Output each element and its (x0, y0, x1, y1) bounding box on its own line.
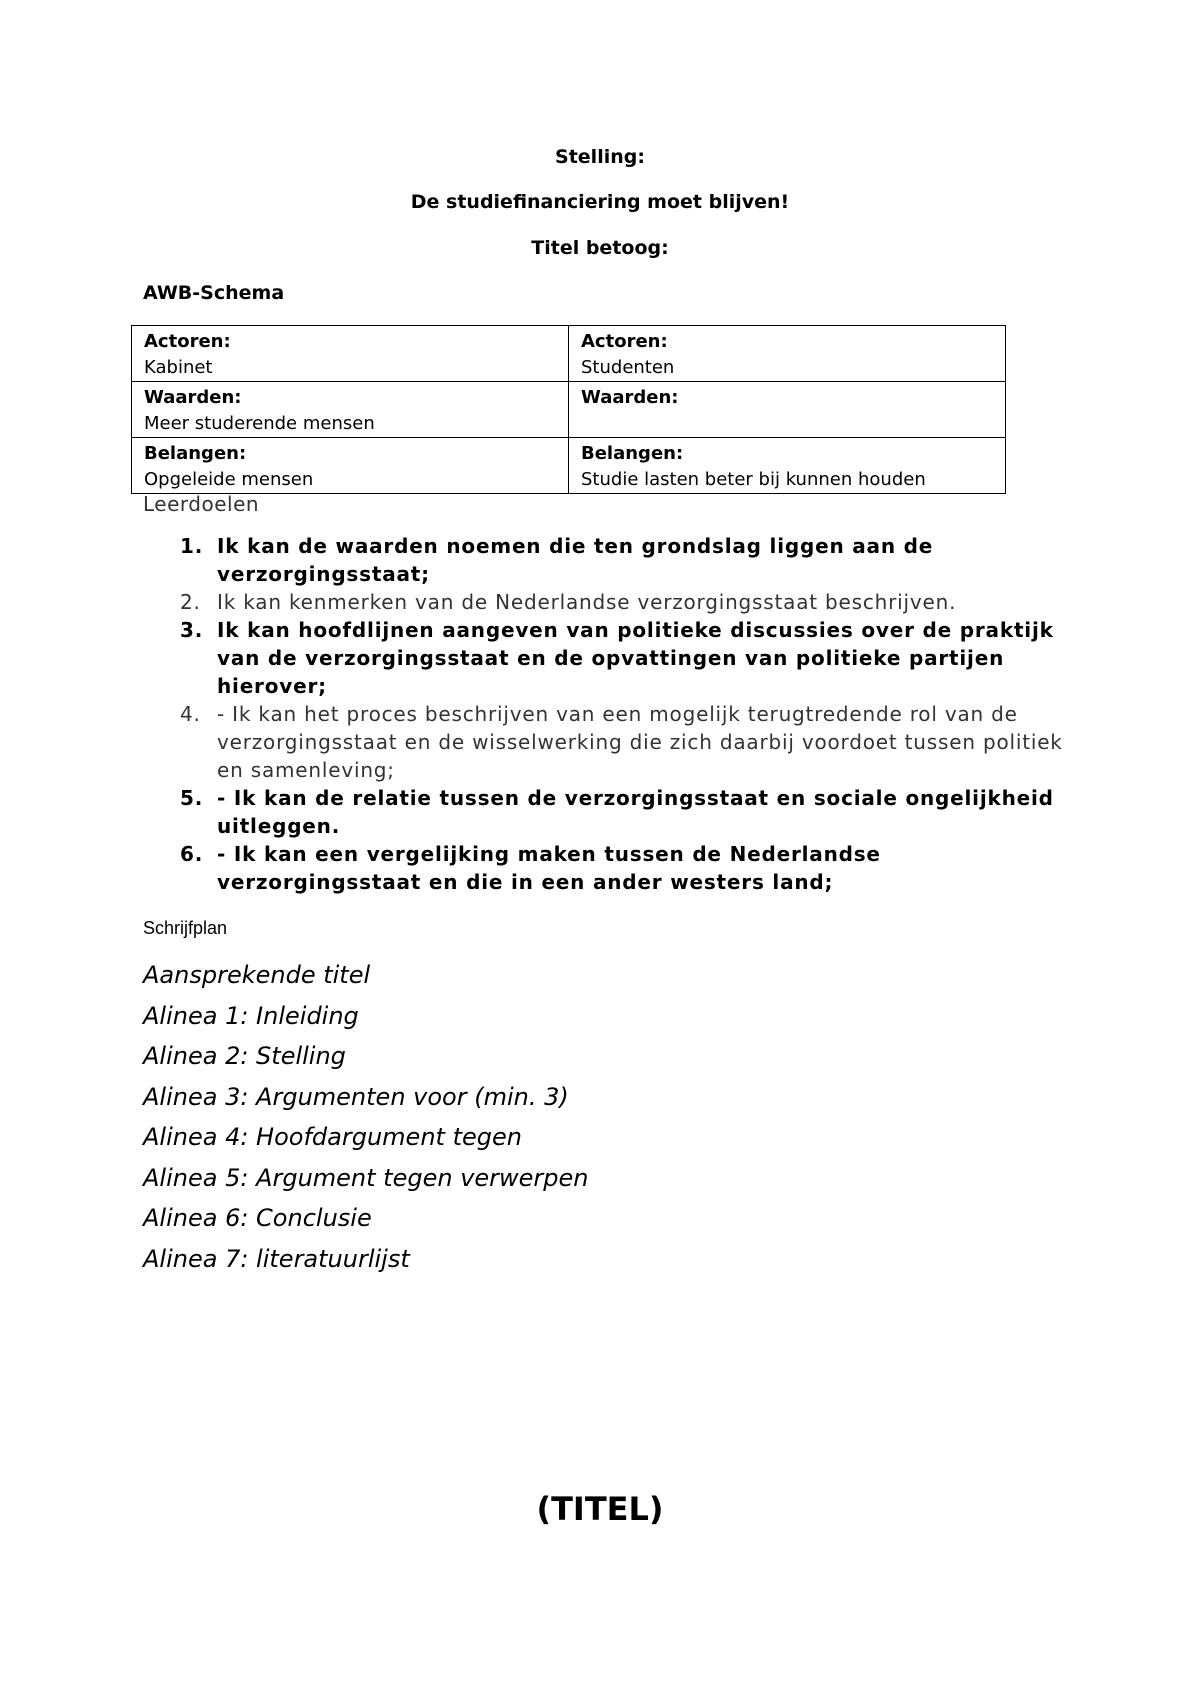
schrijfplan-list (143, 955, 589, 1279)
cell-value: Studenten (581, 357, 675, 378)
awb-schema-heading: AWB-Schema (143, 282, 285, 304)
cell-value: Kabinet (144, 357, 213, 378)
awb-schema-table (131, 325, 1006, 494)
list-item: Alinea 3: Argumenten voor (min. 3) (143, 1082, 569, 1111)
list-item-text: Ik kan kenmerken van de Nederlandse verzorgingsstaat beschrijven. (217, 590, 957, 614)
list-number: 6. (180, 842, 204, 866)
cell-label: Waarden: (144, 387, 242, 408)
cell-label: Actoren: (581, 331, 668, 352)
list-item: Alinea 6: Conclusie (143, 1204, 372, 1232)
cell-label: Belangen: (144, 443, 247, 464)
list-item: Alinea 7: literatuurlijst (143, 1244, 410, 1273)
list-item: Alinea 4: Hoofdargument tegen (143, 1123, 522, 1151)
list-item-text: Ik kan de waarden noemen die ten grondslag liggen aan de verzorgingsstaat; (217, 534, 934, 586)
belangen-right-cell (569, 438, 1006, 494)
stelling-text: De studiefinanciering moet blijven! (410, 191, 790, 213)
list-number: 5. (180, 786, 204, 810)
cell-value: Studie lasten beter bij kunnen houden (581, 469, 926, 490)
list-item: Alinea 1: Inleiding (143, 1001, 359, 1030)
waarden-right-cell (569, 382, 1006, 438)
waarden-left-cell (132, 382, 569, 438)
cell-label: Actoren: (144, 331, 231, 352)
list-item (175, 840, 1075, 896)
list-item: Alinea 5: Argument tegen verwerpen (143, 1163, 589, 1192)
table-row (132, 382, 1006, 438)
list-item (175, 700, 1075, 784)
cell-value: Meer studerende mensen (144, 413, 375, 434)
cell-label: Waarden: (581, 387, 679, 408)
list-item (175, 588, 1075, 616)
actoren-right-cell (569, 326, 1006, 382)
list-item-text: - Ik kan het proces beschrijven van een mogelijk terugtredende rol van de verzorgingsstaat en de wisselwerking die zich daarbij voordoet tussen politiek en samenleving; (217, 702, 1063, 782)
list-number: 1. (180, 534, 204, 558)
list-item-text: - Ik kan een vergelijking maken tussen de Nederlandse verzorgingsstaat en die in een ander westers land; (217, 842, 881, 894)
cell-value: Opgeleide mensen (144, 469, 314, 490)
list-item: Aansprekende titel (143, 961, 371, 989)
title-placeholder: (TITEL) (536, 1490, 664, 1528)
list-item: Alinea 2: Stelling (143, 1042, 346, 1070)
list-number: 2. (180, 590, 201, 614)
list-item (175, 784, 1075, 840)
cell-label: Belangen: (581, 443, 684, 464)
list-item-text: Ik kan hoofdlijnen aangeven van politieke discussies over de praktijk van de verzorgingsstaat en de opvattingen van politieke partijen hierover; (217, 618, 1054, 698)
list-number: 4. (180, 702, 201, 726)
stelling-label: Stelling: (555, 146, 645, 168)
titel-betoog-label: Titel betoog: (531, 237, 669, 259)
leerdoelen-list (175, 532, 1075, 896)
leerdoelen-heading: Leerdoelen (143, 492, 260, 516)
list-item (175, 616, 1075, 700)
list-number: 3. (180, 618, 204, 642)
belangen-left-cell (132, 438, 569, 494)
actoren-left-cell (132, 326, 569, 382)
list-item (175, 532, 1075, 588)
table-row (132, 326, 1006, 382)
schrijfplan-heading: Schrijfplan (143, 918, 228, 938)
table-row (132, 438, 1006, 494)
list-item-text: - Ik kan de relatie tussen de verzorgingsstaat en sociale ongelijkheid uitleggen. (217, 786, 1054, 838)
